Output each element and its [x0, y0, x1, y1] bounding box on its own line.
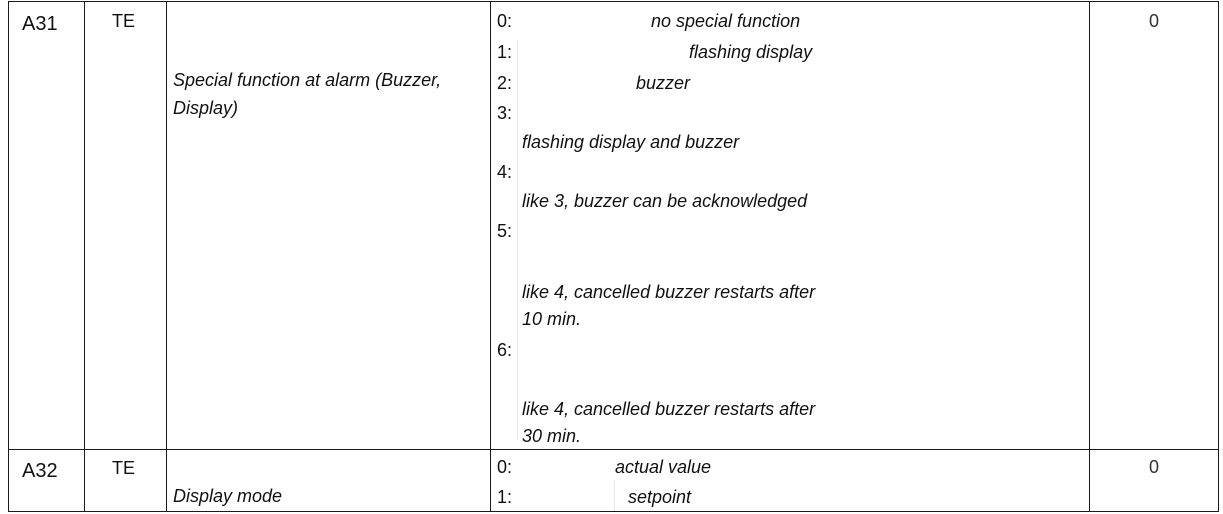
option-text: actual value: [615, 457, 712, 477]
default-value: 0: [1149, 11, 1160, 31]
row-divider: [8, 449, 1219, 450]
inner-rule: [614, 480, 615, 511]
col-border-options: [1089, 1, 1090, 512]
option-number: 3:: [497, 103, 513, 123]
option-text: buzzer: [636, 73, 691, 93]
option-number: 6:: [497, 340, 513, 360]
option-text: flashing display and buzzer: [522, 132, 740, 152]
param-source: TE: [112, 11, 136, 31]
inner-rule: [517, 40, 518, 440]
col-border-source: [166, 1, 167, 512]
option-text: like 3, buzzer can be acknowledged: [522, 191, 808, 211]
param-description: Special function at alarm (Buzzer, Display): [173, 70, 442, 118]
col-border-left: [8, 1, 9, 512]
option-text: no special function: [651, 11, 801, 31]
option-number: 0:: [497, 11, 513, 31]
col-border-code: [84, 1, 85, 512]
option-text-continued: 10 min.: [522, 309, 582, 329]
option-number: 1:: [497, 487, 513, 507]
option-number: 4:: [497, 162, 513, 182]
param-code: A31: [22, 13, 58, 35]
col-border-desc: [490, 1, 491, 512]
option-text: like 4, cancelled buzzer restarts after: [522, 399, 816, 419]
option-number: 0:: [497, 457, 513, 477]
option-text: setpoint: [628, 487, 692, 507]
col-border-right: [1218, 1, 1219, 512]
default-value: 0: [1149, 457, 1160, 477]
option-text: like 4, cancelled buzzer restarts after: [522, 282, 816, 302]
param-description: Display mode: [173, 486, 283, 506]
option-number: 2:: [497, 73, 513, 93]
option-text-continued: 30 min.: [522, 426, 582, 446]
param-code: A32: [22, 460, 58, 482]
option-text: flashing display: [689, 42, 813, 62]
param-source: TE: [112, 458, 136, 478]
table-bottom-border: [8, 511, 1219, 512]
table-top-border: [8, 1, 1219, 2]
option-number: 1:: [497, 42, 513, 62]
option-number: 5:: [497, 221, 513, 241]
